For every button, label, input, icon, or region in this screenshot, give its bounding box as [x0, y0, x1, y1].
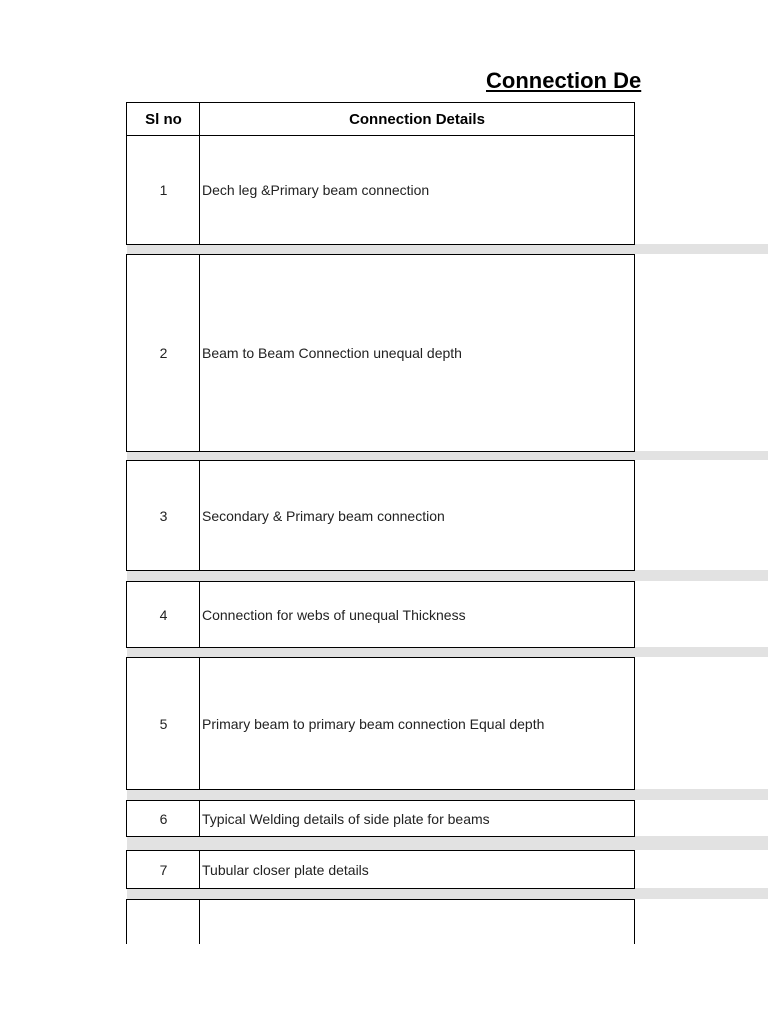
table-row-details: Secondary & Primary beam connection: [199, 460, 635, 571]
row-separator: [127, 836, 768, 850]
table-row-sl: 2: [126, 254, 201, 452]
table-row-details: Dech leg &Primary beam connection: [199, 135, 635, 245]
page-title: Connection De: [486, 68, 642, 93]
table-row-sl: 4: [126, 581, 201, 648]
table-row-details: [199, 899, 635, 944]
table-row-details: Connection for webs of unequal Thickness: [199, 581, 635, 648]
table-row-details: Primary beam to primary beam connection Equal depth: [199, 657, 635, 790]
table-row-sl: 3: [126, 460, 201, 571]
table-row-sl: 6: [126, 800, 201, 837]
header-sl-no: Sl no: [126, 102, 201, 136]
row-separator: [127, 888, 768, 899]
table-row-details: Typical Welding details of side plate for beams: [199, 800, 635, 837]
row-separator: [127, 789, 768, 800]
table-row-details: Beam to Beam Connection unequal depth: [199, 254, 635, 452]
row-separator: [127, 244, 768, 254]
header-connection-details: Connection Details: [199, 102, 635, 136]
table-row-sl: [126, 899, 201, 944]
row-separator: [127, 451, 768, 460]
table-row-sl: 1: [126, 135, 201, 245]
table-row-sl: 7: [126, 850, 201, 889]
row-separator: [127, 570, 768, 581]
row-separator: [127, 647, 768, 657]
table-row-sl: 5: [126, 657, 201, 790]
table-row-details: Tubular closer plate details: [199, 850, 635, 889]
